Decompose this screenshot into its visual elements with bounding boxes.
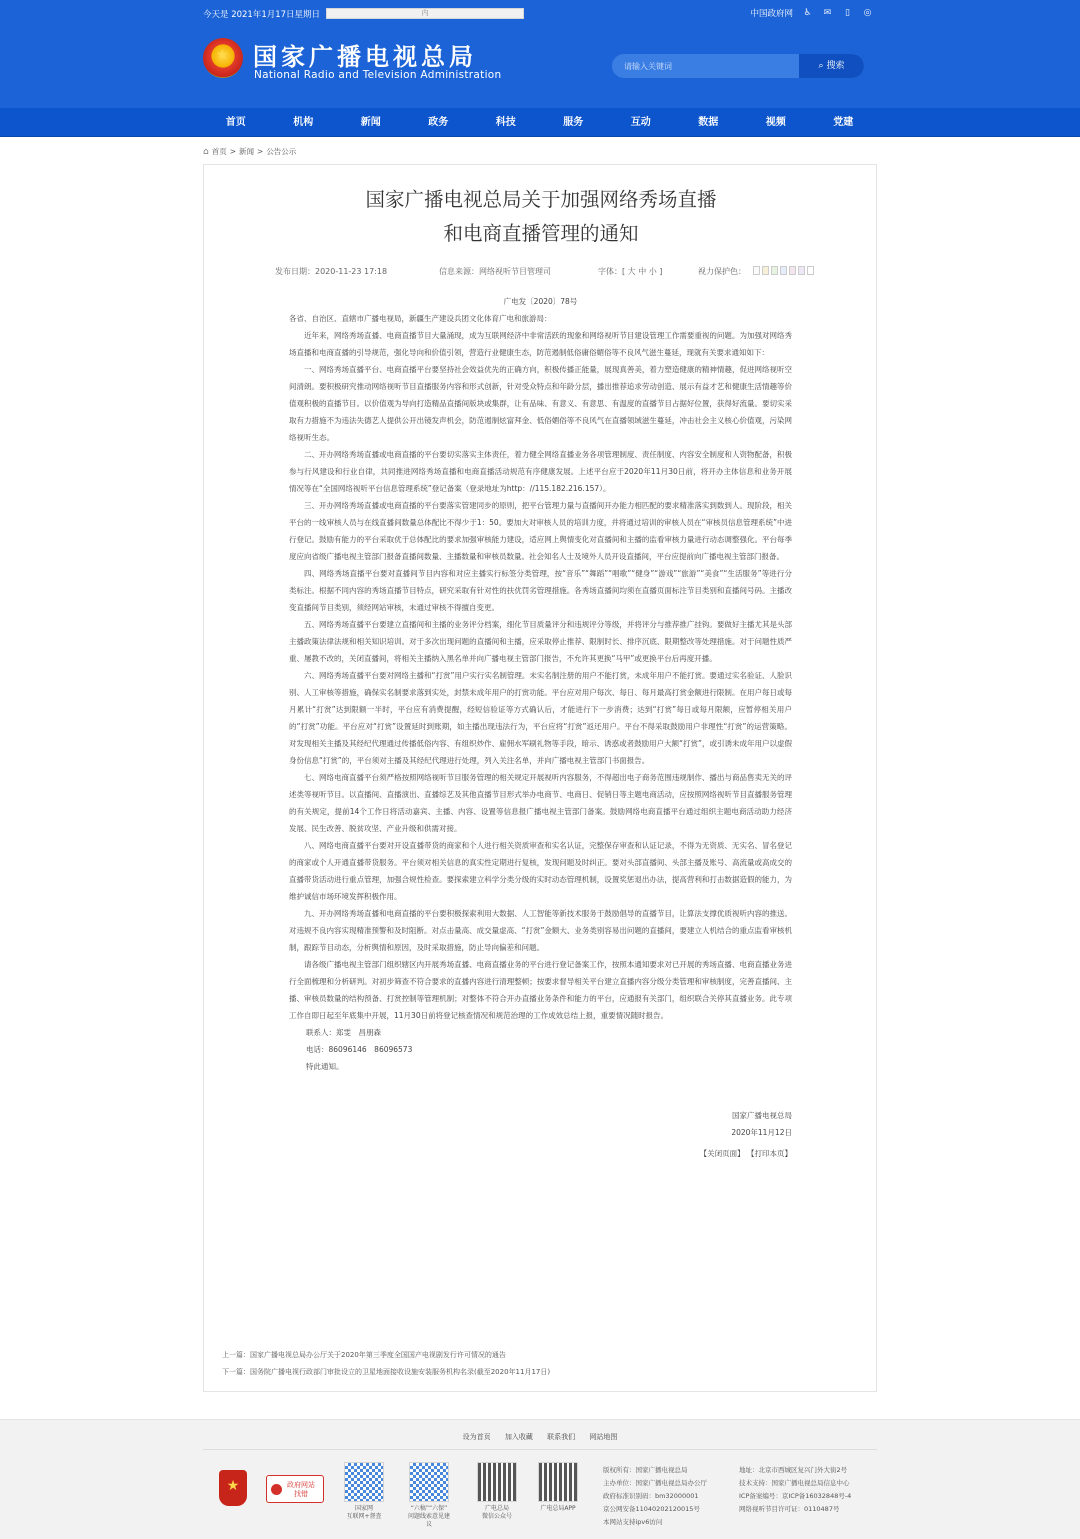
color-swatch[interactable] bbox=[771, 266, 778, 275]
prev-article-link[interactable]: 上一篇：国家广播电视总局办公厅关于2020年第三季度全国国产电视剧发行许可情况的通告 bbox=[222, 1351, 506, 1359]
nav-services[interactable]: 服务 bbox=[563, 117, 584, 128]
paragraph: 五、网络秀场直播平台要建立直播间和主播的业务评分档案，细化节目质量评分和违规评分等级，并将评分与推荐推广挂钩。要做好主播尤其是头部主播政策法律法规和相关知识培训。对于多次出现问题的直播间和主播，应采取停止推荐、限制时长、排序沉底、限期整改等处理措施。对于问题性质严重、屡教不改的，关闭直播间，将相关主播纳入黑名单并向广播电视主管部门报告，不允许其更换“马甲”或更换平台后再度开播。 bbox=[289, 620, 792, 663]
icp-record-link[interactable]: ICP备案编号：京ICP备16032848号-4 bbox=[739, 1492, 852, 1500]
breadcrumb-home[interactable]: 首页 bbox=[211, 147, 227, 156]
search-icon: ⌕ bbox=[818, 61, 824, 71]
nav-government-affairs[interactable]: 政务 bbox=[428, 117, 449, 128]
gov-website-error-badge[interactable]: 政府网站 找错 bbox=[266, 1475, 324, 1503]
current-date: 今天是 2021年1月17日星期日 bbox=[203, 10, 321, 20]
nav-data[interactable]: 数据 bbox=[698, 117, 719, 128]
article-title: 国家广播电视总局关于加强网络秀场直播 和电商直播管理的通知 bbox=[365, 188, 717, 245]
search-input[interactable] bbox=[624, 59, 794, 73]
publish-date: 发布日期：2020-11-23 17:18 bbox=[275, 267, 388, 276]
qr-code-icon bbox=[409, 1462, 449, 1502]
contact-person: 联系人：郑雯 昌朋森 bbox=[306, 1028, 381, 1037]
set-homepage-link[interactable]: 设为首页 bbox=[462, 1433, 491, 1441]
article-body bbox=[289, 293, 792, 1162]
footer-info-left: 版权所有：国家广播电视总局 主办单位：国家广播电视总局办公厅 政府标准识别码：bm32000001 京公网安备11040202120015号 本网站支持ipv6访问 bbox=[603, 1466, 707, 1526]
main-nav bbox=[0, 108, 1080, 137]
weather-widget: 内 bbox=[326, 8, 524, 19]
paragraph: 八、网络电商直播平台要对开设直播带货的商家和个人进行相关资质审查和实名认证，完整保存审查和认证记录，不得为无资质、无实名、冒名登记的商家或个人开通直播带货服务。平台须对相关信息的真实性定期进行复核，发现问题及时纠正。要对头部直播间、头部主播及账号、高流量或高成交的直播带货活动进行重点管理，加强合规性检查。要探索建立科学分类分级的实时动态管理机制，设置奖惩退出办法，提高营利和打击数据造假的能力，为维护诚信市场环境发挥积极作用。 bbox=[289, 841, 792, 901]
site-subtitle: National Radio and Television Administration bbox=[254, 69, 502, 81]
article-card bbox=[203, 164, 877, 1392]
color-swatch[interactable] bbox=[798, 266, 805, 275]
addressee: 各省、自治区、直辖市广播电视局，新疆生产建设兵团文化体育广电和旅游局： bbox=[289, 314, 552, 323]
signing-org: 国家广播电视总局 bbox=[732, 1111, 792, 1120]
nav-interaction[interactable]: 互动 bbox=[630, 117, 651, 128]
next-article-link[interactable]: 下一篇：国务院广播电视行政部门审批设立的卫星地面接收设施安装服务机构名录(截至2020年11月17日) bbox=[222, 1368, 551, 1376]
qr-wechat-account[interactable]: 广电总局 微信公众号 bbox=[476, 1462, 518, 1521]
search-button[interactable]: ⌕ 搜索 bbox=[799, 54, 864, 78]
nav-home[interactable]: 首页 bbox=[225, 117, 246, 128]
paragraph: 请各级广播电视主管部门组织辖区内开展秀场直播、电商直播业务的平台进行登记备案工作，按照本通知要求对已开展的秀场直播、电商直播业务进行全面梳理和分析研判。对初步筛查不符合要求的直播内容进行清理整顿；按要求督导相关平台建立直播内容分级分类管理和审核制度，完善直播间、主播、审核员数量的结构预备、打赏控制等管理机制；对整体不符合开办直播业务条件和能力的平台，应通报有关部门，组织联合关停其直播业务。此专项工作自即日起至年底集中开展，11月30日前将登记核查情况和规范治理的工作成效总结上报，重要情况随时报告。 bbox=[289, 960, 792, 1020]
qr-six-stability[interactable]: “六稿”“六保” 问题线索意见建议 bbox=[408, 1462, 450, 1529]
national-emblem-logo[interactable]: ★ bbox=[203, 38, 243, 78]
paragraph: 三、开办网络秀场直播或电商直播的平台要落实管建同步的原则，把平台管理力量与直播间开办能力相匹配的要求精准落实到数到人。现阶段，相关平台的一线审核人员与在线直播间数量总体配比不得少于1：50。要加大对审核人员的培训力度，并将通过培训的审核人员在“审核员信息管理系统”中进行登记。鼓励有能力的平台采取优于总体配比的要求加强审核能力建设，适应网上舆情变化对直播间和主播的监看审核力量进行动态调整强化。平台每季度应向省级广播电视主管部门报备直播间数量、主播数量和审核员数量。社会知名人士及境外人员开设直播间，平台应提前向广播电视主管部门报备。 bbox=[289, 501, 792, 561]
party-government-badge[interactable]: ★ bbox=[219, 1470, 247, 1506]
site-header bbox=[0, 0, 1080, 108]
nav-organization[interactable]: 机构 bbox=[293, 117, 314, 128]
contact-phone: 电话：86096146 86096573 bbox=[306, 1045, 413, 1054]
closing-line: 特此通知。 bbox=[306, 1062, 344, 1071]
color-swatch[interactable] bbox=[789, 266, 796, 275]
top-bar bbox=[0, 0, 1080, 28]
contact-us-link[interactable]: 联系我们 bbox=[547, 1433, 576, 1441]
font-size-switcher[interactable]: 字体：[ 大 中 小 ] bbox=[598, 267, 663, 276]
signing-date: 2020年11月12日 bbox=[731, 1128, 792, 1137]
search-box bbox=[612, 54, 864, 78]
qr-code-icon bbox=[344, 1462, 384, 1502]
breadcrumb-announcements[interactable]: 公告公示 bbox=[266, 147, 297, 156]
paragraph: 九、开办网络秀场直播和电商直播的平台要积极探索利用大数据、人工智能等新技术服务于鼓励倡导的直播节目，让算法支撑优质视听内容的推送。对违规不良内容实现精准预警和及时阻断。对点击量高、成交量虚高、“打赏”金额大、业务类别容易出问题的直播间，要建立人机结合的重点监看审核机制，跟踪节目动态，分析舆情和原因，及时采取措施，防止导向偏差和问题。 bbox=[289, 909, 792, 952]
qr-code-icon bbox=[538, 1462, 578, 1502]
top-links bbox=[750, 7, 873, 19]
sitemap-link[interactable]: 网站地图 bbox=[589, 1433, 618, 1441]
color-swatch[interactable] bbox=[807, 266, 814, 275]
home-icon: ⌂ bbox=[203, 146, 209, 157]
paragraph: 一、网络秀场直播平台、电商直播平台要坚持社会效益优先的正确方向，积极传播正能量，展现真善美，着力塑造健康的精神情趣，促进网络视听空间清朗。要积极研究推动网络视听节目直播服务内容和形式创新，针对受众特点和年龄分层，播出推荐追求劳动创造、展示有益才艺和健康生活情趣等价值观积极的直播节目。以价值观为导向打造精品直播间版块或集群，让有品味、有意义、有意思、有温度的直播节目占据好位置，获得好流量。要切实采取有力措施不为违法失德艺人提供公开出镜发声机会，防范遏制炫富拜金、低俗媚俗等不良风气在直播领域滋生蔓延，冲击社会主义核心价值观，污染网络视听生态。 bbox=[289, 365, 792, 442]
paragraph: 七、网络电商直播平台须严格按照网络视听节目服务管理的相关规定开展视听内容服务，不得超出电子商务范围违规制作、播出与商品售卖无关的评述类等视听节目。以直播间、直播演出、直播综艺及其他直播节目形式举办电商节、电商日、促销日等主题电商活动，应按照网络视听节目直播服务管理的有关规定，提前14个工作日将活动嘉宾、主播、内容、设置等信息报广播电视主管部门备案。鼓励网络电商直播平台通过组织主题电商活动助力经济发展、民生改善、脱贫攻坚、产业升级和供需对接。 bbox=[289, 773, 792, 833]
paragraph: 二、开办网络秀场直播或电商直播的平台要切实落实主体责任，着力健全网络直播业务各项管理制度、责任制度、内容安全制度和人资物配备，积极参与行风建设和行业自律，共同推进网络秀场直播和电商直播活动规范有序健康发展。上述平台应于2020年11月30日前，将开办主体信息和业务开展情况等在“全国网络视听平台信息管理系统”登记备案（登录地址为http：//115.182.216.157）。 bbox=[289, 450, 792, 493]
nav-technology[interactable]: 科技 bbox=[495, 117, 516, 128]
paragraph: 四、网络秀场直播平台要对直播间节目内容和对应主播实行标签分类管理，按“音乐”“舞蹈”“唱歌”“健身”“游戏”“旅游”“美食”“生活服务”等进行分类标注。根据不同内容的秀场直播节目特点，研究采取有针对性的扶优罚劣管理措施。各秀场直播间均须在直播页面标注节目类别和直播间号码。主播改变直播间节目类别，须经网站审核，未通过审核不得擅自变更。 bbox=[289, 569, 792, 612]
site-footer bbox=[0, 1419, 1080, 1539]
vision-color-picker bbox=[753, 266, 814, 275]
color-swatch[interactable] bbox=[780, 266, 787, 275]
weibo-icon[interactable]: ◎ bbox=[863, 7, 872, 18]
color-swatch[interactable] bbox=[762, 266, 769, 275]
nav-news[interactable]: 新闻 bbox=[360, 117, 381, 128]
breadcrumb-news[interactable]: 新闻 bbox=[239, 147, 255, 156]
prev-next-links bbox=[222, 1347, 550, 1381]
print-page-link[interactable]: 【打印本页】 bbox=[747, 1149, 792, 1158]
gov-badge-icon bbox=[271, 1484, 282, 1495]
mail-icon[interactable]: ✉ bbox=[823, 7, 832, 18]
footer-info-right: 地址：北京市西城区复兴门外大街2号 技术支持：国家广播电视总局信息中心 ICP备案编号：京ICP备16032848号-4 网络视听节目许可证：0110487号 bbox=[739, 1466, 852, 1513]
info-source: 信息来源：网络视听节目管理司 bbox=[439, 267, 551, 276]
footer-links bbox=[0, 1432, 1080, 1442]
document-number: 广电发〔2020〕78号 bbox=[503, 297, 578, 306]
breadcrumb: ⌂ 首页 > 新闻 > 公告公示 bbox=[203, 146, 297, 157]
site-title[interactable]: 国家广播电视总局 bbox=[253, 42, 477, 71]
qr-code-icon bbox=[477, 1462, 517, 1502]
mobile-icon[interactable]: ▯ bbox=[845, 7, 850, 18]
page-actions bbox=[289, 1145, 792, 1162]
nav-video[interactable]: 视频 bbox=[765, 117, 786, 128]
close-page-link[interactable]: 【关闭页面】 bbox=[699, 1149, 745, 1158]
color-swatch[interactable] bbox=[753, 266, 760, 275]
qr-gov-supervision[interactable]: 国家网 互联网+督查 bbox=[343, 1462, 385, 1521]
add-favorite-link[interactable]: 加入收藏 bbox=[504, 1433, 533, 1441]
police-record-link[interactable]: 京公网安备11040202120015号 bbox=[603, 1505, 700, 1513]
qr-app-download[interactable]: 广电总局APP bbox=[537, 1462, 579, 1513]
gov-portal-link[interactable]: 中国政府网 bbox=[750, 9, 793, 19]
paragraph: 六、网络秀场直播平台要对网络主播和“打赏”用户实行实名制管理。未实名制注册的用户不能打赏，未成年用户不能打赏。要通过实名验证、人脸识别、人工审核等措施，确保实名制要求落到实处，封禁未成年用户的打赏功能。平台应对用户每次、每日、每月最高打赏金额进行限制。在用户每日或每月累计“打赏”达到限额一半时，平台应有消费提醒，经短信验证等方式确认后，才能进行下一步消费；达到“打赏”每日或每月限额，应暂停相关用户的“打赏”功能。平台应对“打赏”设置延时到账期，如主播出现违法行为，平台应将“打赏”返还用户。平台不得采取鼓励用户非理性“打赏”的运营策略。对发现相关主播及其经纪代理通过传播低俗内容、有组织炒作、雇佣水军刷礼物等手段，暗示、诱惑或者鼓励用户大额“打赏”，或引诱未成年用户以虚假身份信息“打赏”的，平台须对主播及其经纪代理进行处理，列入关注名单，并向广播电视主管部门书面报告。 bbox=[289, 671, 792, 765]
nav-party-building[interactable]: 党建 bbox=[833, 117, 854, 128]
vision-protection-label: 视力保护色： bbox=[698, 267, 746, 276]
footer-divider bbox=[203, 1449, 877, 1450]
accessibility-icon[interactable]: ♿ bbox=[803, 7, 812, 18]
paragraph: 近年来，网络秀场直播、电商直播节目大量涌现，成为互联网经济中非常活跃的现象和网络视听节目建设管理工作需要重视的问题。为加强对网络秀场直播和电商直播的引导规范，强化导向和价值引领，营造行业健康生态，防范遏制低俗庸俗媚俗等不良风气滋生蔓延，现就有关要求通知如下： bbox=[289, 331, 792, 357]
